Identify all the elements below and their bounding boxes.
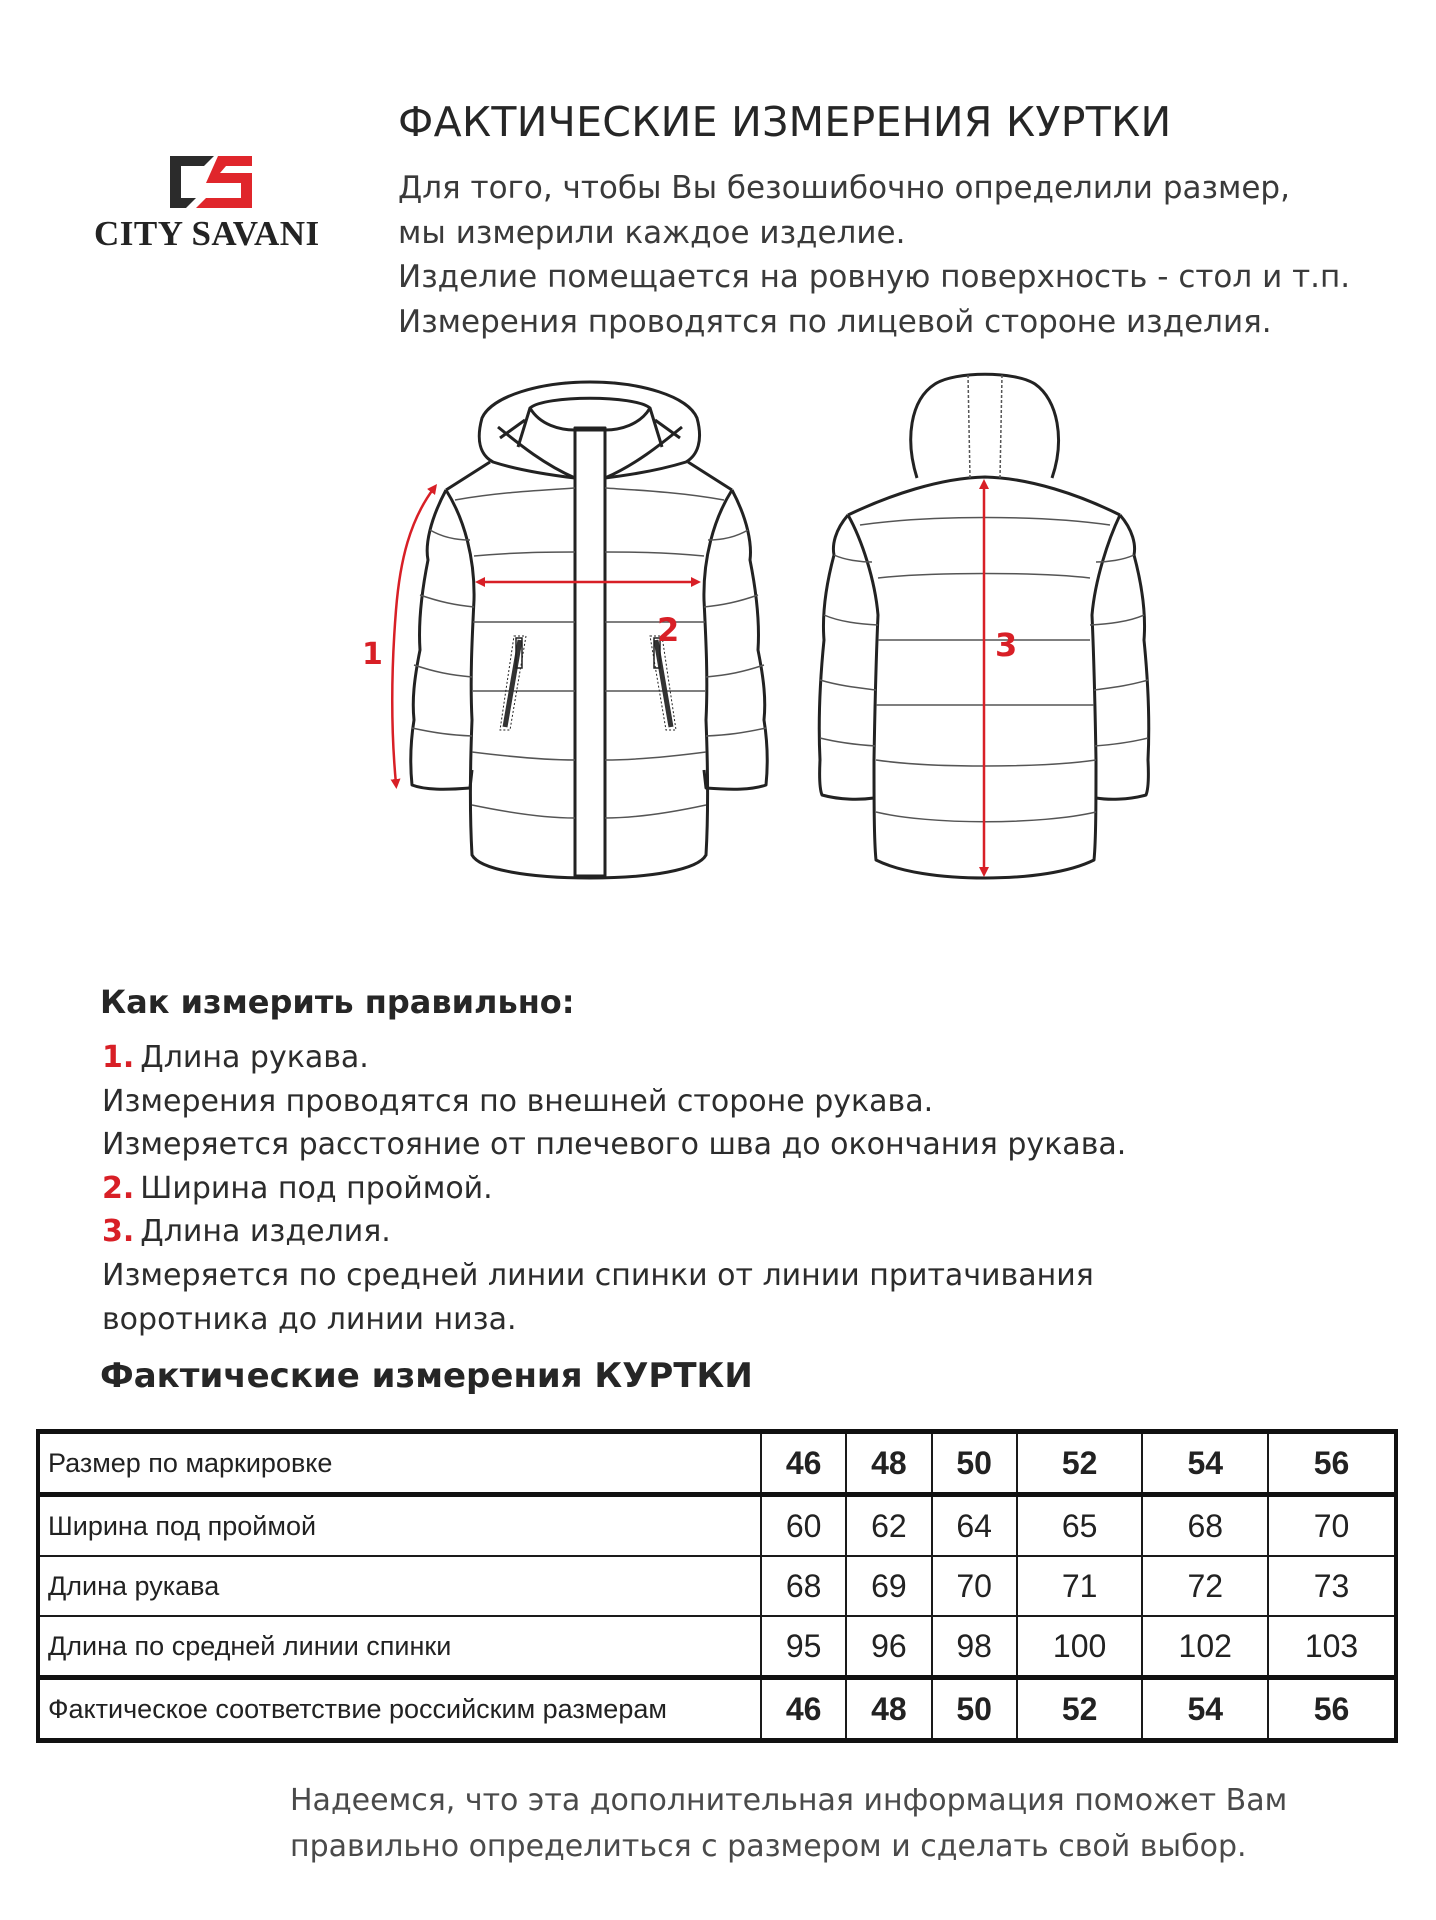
footer-note [290,1778,1287,1870]
row-label: Размер по маркировке [38,1432,761,1495]
cell: 73 [1268,1556,1396,1616]
cell: 70 [1268,1495,1396,1557]
intro-line: Для того, чтобы Вы безошибочно определили размер, [398,170,1290,206]
cell: 60 [761,1495,846,1557]
row-label: Фактическое соответствие российским размерам [38,1678,761,1741]
cell: 100 [1017,1616,1143,1678]
howto-title: Как измерить правильно: [100,983,575,1021]
cell: 48 [846,1678,931,1741]
item-label: Измерения проводятся по внешней стороне рукава. [102,1083,934,1119]
row-label: Длина по средней линии спинки [38,1616,761,1678]
table-row [38,1495,1396,1557]
cell: 62 [846,1495,931,1557]
cell: 98 [932,1616,1017,1678]
cell: 68 [761,1556,846,1616]
cell: 52 [1017,1678,1143,1741]
howto-item [102,1298,1126,1342]
howto-item [102,1167,1126,1211]
cell: 71 [1017,1556,1143,1616]
item-label: Длина изделия. [140,1214,391,1250]
cell: 102 [1142,1616,1268,1678]
howto-item [102,1123,1126,1167]
cell: 54 [1142,1678,1268,1741]
cell: 50 [932,1678,1017,1741]
table-row [38,1678,1396,1741]
table-title: Фактические измерения КУРТКИ [100,1356,753,1396]
page-title: ФАКТИЧЕСКИЕ ИЗМЕРЕНИЯ КУРТКИ [398,98,1172,146]
cell: 70 [932,1556,1017,1616]
howto-item [102,1080,1126,1124]
marker-3: 3 [995,626,1018,664]
table-row [38,1556,1396,1616]
item-label: воротника до линии низа. [102,1301,517,1337]
cell: 72 [1142,1556,1268,1616]
intro-line: Измерения проводятся по лицевой стороне изделия. [398,303,1272,340]
footer-line: Надеемся, что эта дополнительная информация поможет Вам [290,1783,1288,1818]
pocket-zipper-icon [650,636,676,730]
howto-item [102,1254,1126,1298]
howto-item [102,1036,1126,1080]
cell: 56 [1268,1432,1396,1495]
howto-item [102,1210,1126,1254]
marker-1: 1 [362,637,383,672]
marker-2: 2 [657,611,680,649]
cell: 96 [846,1616,931,1678]
item-label: Измеряется расстояние от плечевого шва до окончания рукава. [102,1127,1127,1163]
item-number: 2. [102,1170,135,1206]
item-label: Измеряется по средней линии спинки от линии притачивания [102,1257,1094,1293]
front-jacket-icon [411,382,768,878]
cell: 54 [1142,1432,1268,1495]
cell: 46 [761,1678,846,1741]
item-label: Длина рукава. [140,1040,369,1075]
intro-line: мы измерили каждое изделие. [398,214,906,251]
item-number: 1. [102,1040,135,1075]
footer-line: правильно определиться с размером и сделать свой выбор. [290,1829,1247,1864]
intro-line: Изделие помещается на ровную поверхность - стол и т.п. [398,259,1351,295]
item-number: 3. [102,1214,135,1250]
cell: 52 [1017,1432,1143,1495]
cell: 46 [761,1432,846,1495]
cell: 48 [846,1432,931,1495]
cell: 103 [1268,1616,1396,1678]
brand-name: CITY SAVANI [94,214,320,253]
cell: 95 [761,1616,846,1678]
row-label: Длина рукава [38,1556,761,1616]
row-label: Ширина под проймой [38,1495,761,1557]
table-row [38,1616,1396,1678]
howto-list [102,1036,1126,1341]
cell: 68 [1142,1495,1268,1557]
cell: 65 [1017,1495,1143,1557]
pocket-zipper-icon [500,636,526,730]
cell: 64 [932,1495,1017,1557]
cell: 56 [1268,1678,1396,1741]
table-row [38,1432,1396,1495]
cell: 50 [932,1432,1017,1495]
item-label: Ширина под проймой. [140,1170,493,1206]
size-table [36,1429,1398,1743]
cell: 69 [846,1556,931,1616]
